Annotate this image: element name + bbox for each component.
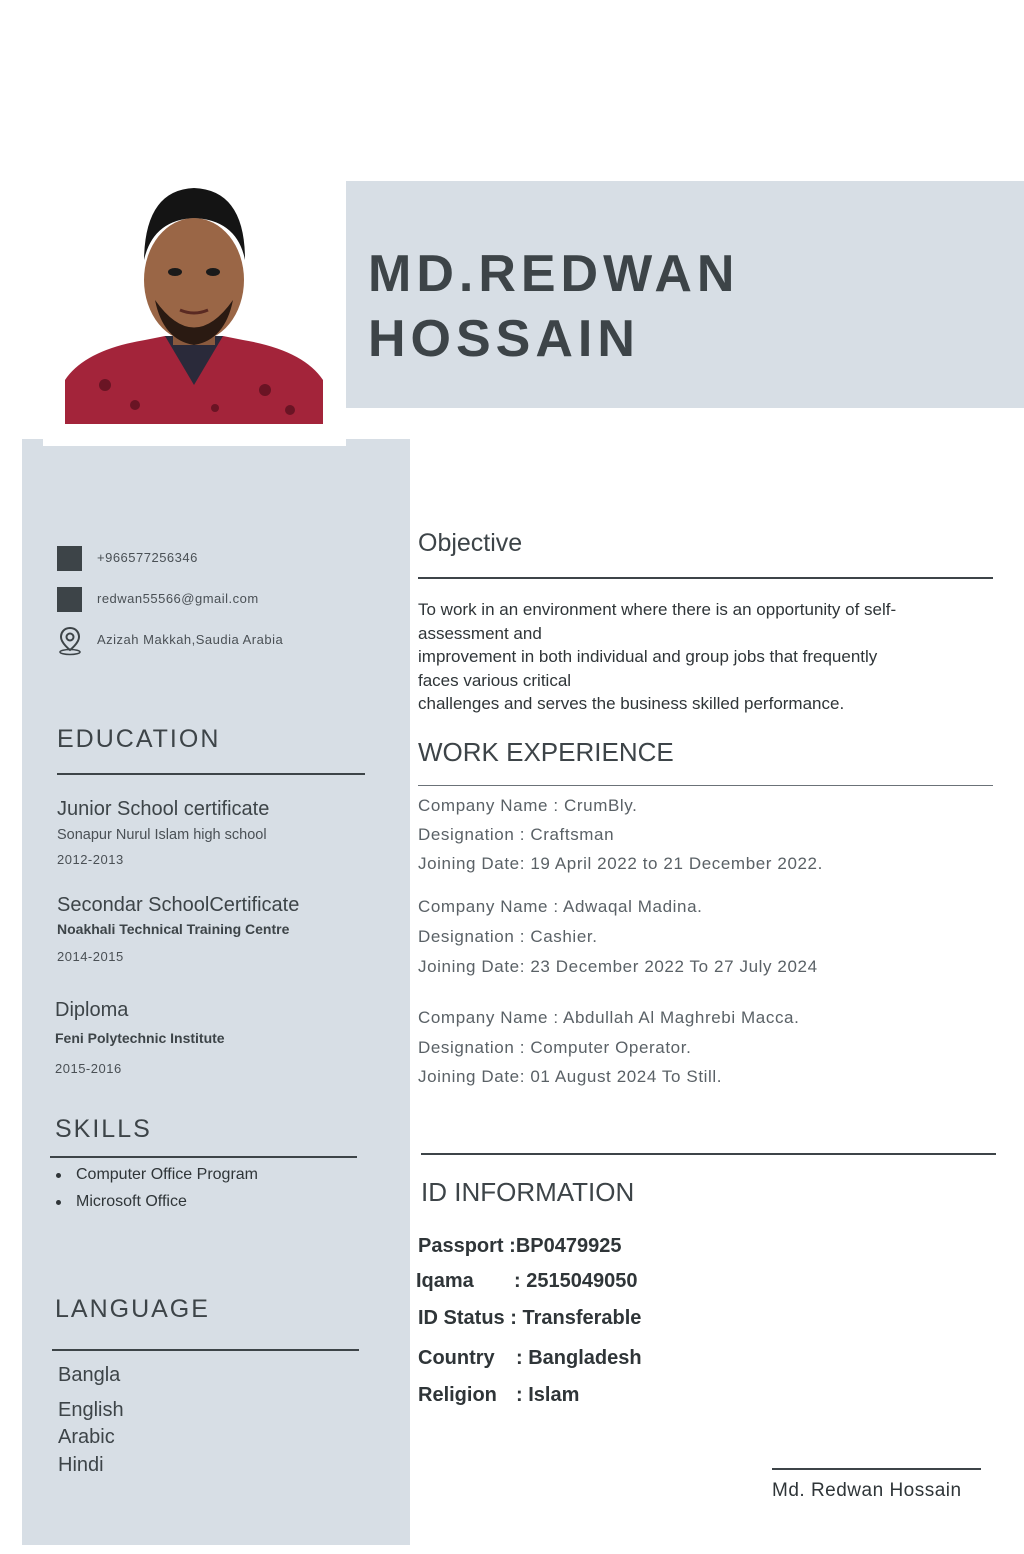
job-designation: Designation : Cashier. xyxy=(418,927,598,946)
id-row-status xyxy=(418,1307,641,1330)
language-divider xyxy=(52,1349,359,1351)
skill-item: Computer Office Program xyxy=(76,1166,258,1183)
education-years: 2014-2015 xyxy=(57,949,124,964)
id-value: 2515049050 xyxy=(526,1270,638,1292)
id-row-religion xyxy=(418,1384,579,1407)
education-years: 2012-2013 xyxy=(57,852,124,867)
objective-divider xyxy=(418,577,993,579)
id-label: Religion xyxy=(418,1384,497,1406)
phone-icon xyxy=(57,546,82,571)
education-title: Secondar SchoolCertificate xyxy=(57,894,300,916)
job-company: Company Name : Abdullah Al Maghrebi Macca. xyxy=(418,1008,800,1027)
job-joining-date: Joining Date: 01 August 2024 To Still. xyxy=(418,1067,723,1086)
id-row-passport xyxy=(418,1235,621,1258)
id-label: Passport xyxy=(418,1235,504,1257)
job-joining-date: Joining Date: 23 December 2022 To 27 July 2024 xyxy=(418,957,818,976)
objective-line: assessment and xyxy=(418,623,542,643)
id-separator: : xyxy=(514,1270,521,1292)
objective-line: faces various critical xyxy=(418,670,572,690)
job-joining-date: Joining Date: 19 April 2022 to 21 December 2022. xyxy=(418,854,823,873)
work-experience-heading: WORK EXPERIENCE xyxy=(418,737,674,767)
last-name: HOSSAIN xyxy=(368,310,640,368)
job-designation: Designation : Craftsman xyxy=(418,825,615,844)
id-value: Transferable xyxy=(522,1307,642,1329)
location-pin-icon xyxy=(57,626,83,656)
id-label: Country xyxy=(418,1347,495,1369)
profile-photo xyxy=(65,180,323,424)
language-item: Hindi xyxy=(58,1454,104,1476)
id-value: BP0479925 xyxy=(515,1235,622,1257)
signature-name: Md. Redwan Hossain xyxy=(772,1480,962,1501)
education-years: 2015-2016 xyxy=(55,1061,122,1076)
signature-line xyxy=(772,1468,981,1470)
job-designation: Designation : Computer Operator. xyxy=(418,1038,692,1057)
objective-line: improvement in both individual and group jobs that frequently xyxy=(418,647,878,666)
education-title: Junior School certificate xyxy=(57,798,270,820)
objective-text xyxy=(418,598,993,716)
bullet-icon xyxy=(56,1200,61,1205)
id-information-heading: ID INFORMATION xyxy=(421,1177,635,1207)
objective-heading: Objective xyxy=(418,529,523,557)
id-separator: : xyxy=(510,1307,517,1329)
id-value: Bangladesh xyxy=(528,1347,642,1369)
phone-number: +966577256346 xyxy=(97,550,198,565)
job-company: Company Name : CrumBly. xyxy=(418,796,638,815)
language-item: Bangla xyxy=(58,1364,121,1386)
objective-line: challenges and serves the business skilled performance. xyxy=(418,694,845,713)
job-company: Company Name : Adwaqal Madina. xyxy=(418,897,703,916)
language-heading: LANGUAGE xyxy=(55,1295,210,1323)
education-institution: Feni Polytechnic Institute xyxy=(55,1030,225,1046)
objective-line: To work in an environment where there is an opportunity of self- xyxy=(418,600,897,619)
address: Azizah Makkah,Saudia Arabia xyxy=(97,632,284,647)
id-separator: : xyxy=(516,1347,523,1369)
id-separator: : xyxy=(516,1384,523,1406)
education-institution: Sonapur Nurul Islam high school xyxy=(57,827,267,843)
education-institution: Noakhali Technical Training Centre xyxy=(57,921,290,937)
skills-heading: SKILLS xyxy=(55,1115,152,1143)
work-divider xyxy=(418,785,993,786)
id-divider xyxy=(421,1153,996,1155)
id-label: ID Status xyxy=(418,1307,505,1329)
id-row-iqama xyxy=(416,1270,637,1293)
bullet-icon xyxy=(56,1173,61,1178)
education-divider xyxy=(57,773,365,775)
id-value: Islam xyxy=(528,1384,580,1406)
id-label: Iqama xyxy=(416,1270,474,1292)
skill-item: Microsoft Office xyxy=(76,1193,187,1210)
skills-divider xyxy=(50,1156,357,1158)
language-item: Arabic xyxy=(58,1426,115,1448)
email-icon xyxy=(57,587,82,612)
education-heading: EDUCATION xyxy=(57,725,221,753)
language-item: English xyxy=(58,1399,124,1421)
email-address: redwan55566@gmail.com xyxy=(97,591,259,606)
id-separator: : xyxy=(509,1235,516,1257)
education-title: Diploma xyxy=(55,999,129,1021)
id-row-country xyxy=(418,1347,642,1370)
first-name: MD.REDWAN xyxy=(368,245,740,303)
